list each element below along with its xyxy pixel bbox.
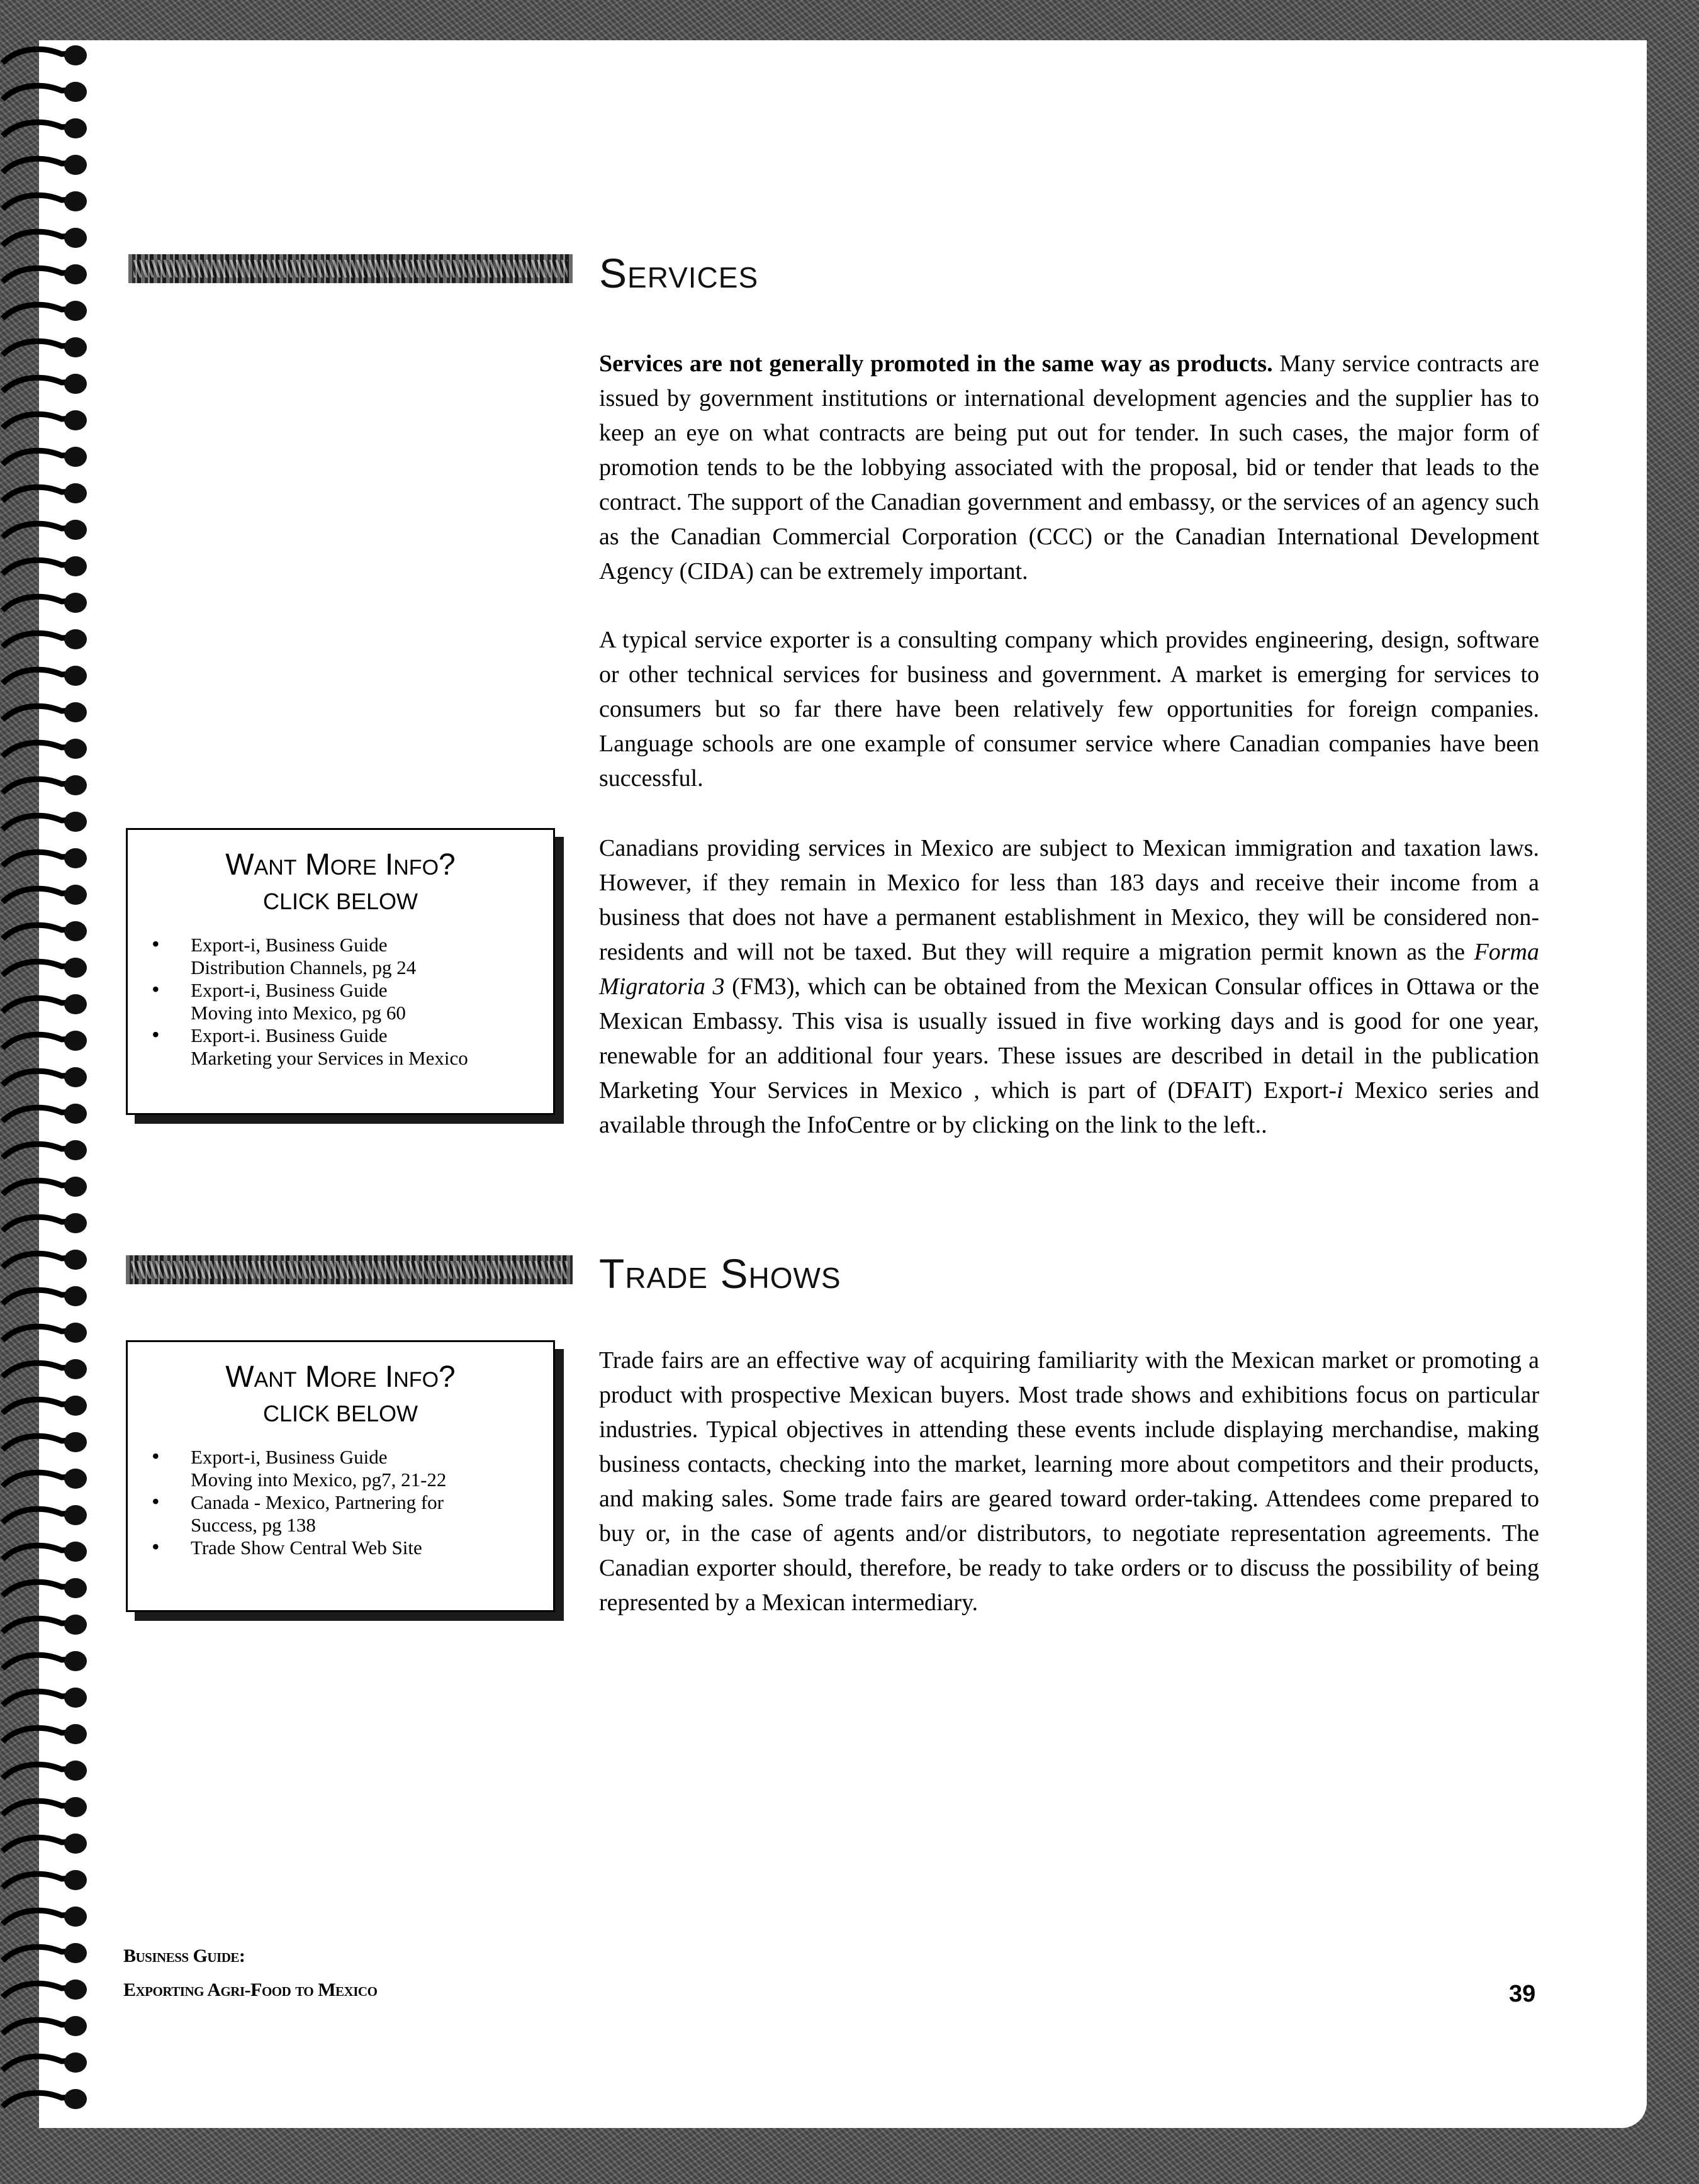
spiral-hole <box>64 1250 87 1270</box>
spiral-hole <box>64 2089 87 2109</box>
spiral-hole <box>64 921 87 941</box>
spiral-hole <box>64 848 87 868</box>
spiral-hole <box>64 1323 87 1343</box>
spiral-hole <box>64 1359 87 1379</box>
services-lead-sentence: Services are not generally promoted in the same way as products. <box>599 350 1273 377</box>
spiral-hole <box>64 1943 87 1963</box>
link-line-2: Success, pg 138 <box>191 1514 316 1536</box>
services-paragraph-1-text: Many service contracts are issued by government institutions or international development agencies and the supplier has to keep an eye on what contracts are being put out for tender. In such cases, the major form of promotion tends to be the lobbying associated with the proposal, bid or tender that leads to the contract. The support of the Canadian government and embassy, or the services of an agency such as the Canadian Commercial Corporation (CCC) or the Canadian International Development Agency (CIDA) can be extremely important. <box>599 350 1539 585</box>
spiral-hole <box>64 264 87 284</box>
link-line-1: Export-i, Business Guide <box>191 1446 388 1468</box>
spiral-hole <box>64 374 87 394</box>
export-i-suffix: i <box>1337 1077 1343 1104</box>
spiral-hole <box>64 593 87 613</box>
forma-migratoria-term: Forma Migratoria 3 <box>599 939 1539 1000</box>
more-info-link[interactable] <box>191 979 541 1024</box>
spiral-hole <box>64 447 87 467</box>
more-info-link[interactable] <box>191 1446 541 1491</box>
spiral-hole <box>64 82 87 102</box>
spiral-hole <box>64 1286 87 1306</box>
link-line-2: Moving into Mexico, pg7, 21-22 <box>191 1469 447 1491</box>
more-info-box-trade-shows <box>126 1340 555 1612</box>
spiral-hole <box>64 1396 87 1416</box>
spiral-hole <box>64 1870 87 1890</box>
services-paragraph-3 <box>599 831 1539 1143</box>
spiral-hole <box>64 155 87 175</box>
link-line-1: Export-i, Business Guide <box>191 979 388 1001</box>
spiral-hole <box>64 118 87 138</box>
services-heading: Services <box>599 250 759 296</box>
spiral-hole <box>64 1980 87 2000</box>
spiral-hole <box>64 2052 87 2073</box>
spiral-hole <box>64 1615 87 1635</box>
spiral-hole <box>64 1724 87 1744</box>
spiral-hole <box>64 994 87 1014</box>
spiral-hole <box>64 666 87 686</box>
link-line-2: Marketing your Services in Mexico <box>191 1047 468 1069</box>
spiral-binding <box>0 38 101 2133</box>
trade-shows-heading: Trade Shows <box>599 1250 841 1297</box>
more-info-title: Want More Info? <box>225 848 456 882</box>
services-paragraph-2: A typical service exporter is a consulting company which provides engineering, design, software or other technical services for business and government. A market is emerging for services to consumers but so far there have been relatively few opportunities for foreign companies. Language schools are one example of consumer service where Canadian companies have been successful. <box>599 627 1539 792</box>
spiral-hole <box>64 1432 87 1452</box>
spiral-hole <box>64 1688 87 1708</box>
spiral-hole <box>64 1651 87 1671</box>
spiral-hole <box>64 1067 87 1087</box>
spiral-hole <box>64 301 87 321</box>
services-paragraph-1 <box>599 347 1539 589</box>
spiral-hole <box>64 1797 87 1817</box>
more-info-link-list <box>128 1446 553 1572</box>
link-line-1: Export-i, Business Guide <box>191 934 388 956</box>
more-info-link-list <box>128 934 553 1082</box>
spiral-hole <box>64 410 87 430</box>
spiral-hole <box>64 702 87 722</box>
trade-shows-paragraph: Trade fairs are an effective way of acquiring familiarity with the Mexican market or promoting a product with prospective Mexican buyers. Most trade shows and exhibitions focus on particular industries. Typical objectives in attending these events include displaying merchandise, making business contacts, checking into the market, learning more about competitors and their products, and making sales. Some trade fairs are geared toward order-taking. Attendees come prepared to buy or, in the case of agents and/or distributors, to negotiate representation agreements. The Canadian exporter should, therefore, be ready to take orders or to discuss the possibility of being represented by a Mexican intermediary. <box>599 1347 1539 1616</box>
spiral-hole <box>64 1907 87 1927</box>
spiral-hole <box>64 812 87 832</box>
more-info-box-services <box>126 828 555 1115</box>
click-below-label: CLICK BELOW <box>262 888 418 914</box>
spiral-hole <box>64 958 87 978</box>
spiral-hole <box>64 483 87 503</box>
spiral-hole <box>64 1505 87 1525</box>
spiral-hole <box>64 629 87 649</box>
link-line-1: Trade Show Central Web Site <box>191 1537 422 1559</box>
more-info-title: Want More Info? <box>225 1360 456 1394</box>
spiral-hole <box>64 1469 87 1489</box>
more-info-link[interactable] <box>191 1537 541 1559</box>
spiral-hole <box>64 337 87 357</box>
spiral-hole <box>64 1578 87 1598</box>
footer-guide-title: Business Guide: <box>123 1946 245 1966</box>
link-line-1: Canada - Mexico, Partnering for <box>191 1491 444 1513</box>
more-info-link[interactable] <box>191 934 541 979</box>
spiral-hole <box>64 1542 87 1562</box>
link-line-1: Export-i. Business Guide <box>191 1024 388 1046</box>
spiral-hole <box>64 775 87 795</box>
spiral-hole <box>64 1104 87 1124</box>
spiral-hole <box>64 191 87 211</box>
more-info-link[interactable] <box>191 1024 541 1070</box>
services-paragraph-3-text-after: (FM3), which can be obtained from the Mexican Consular offices in Ottawa or the Mexican Embassy. This visa is usually issued in five working days and is good for one year, renewable for an additional four years. These issues are described in detail in the publication Marketing Your Services in Mexico , which is part of (DFAIT) Export- <box>599 973 1540 1104</box>
spiral-hole <box>64 228 87 248</box>
spiral-hole <box>64 1213 87 1233</box>
services-paragraph-3-text-before: Canadians providing services in Mexico are subject to Mexican immigration and taxation laws. However, if they remain in Mexico for less than 183 days and receive their income from a business that does not have a permanent establishment in Mexico, they will be considered non-residents and will not be taxed. But they will require a migration permit known as the <box>599 835 1539 965</box>
spiral-hole <box>64 2016 87 2036</box>
spiral-hole <box>64 1761 87 1781</box>
page-number: 39 <box>1509 1981 1536 2007</box>
more-info-link[interactable] <box>191 1491 541 1537</box>
spiral-hole <box>64 739 87 759</box>
section-divider-bar <box>126 1255 573 1284</box>
click-below-label: CLICK BELOW <box>262 1401 418 1426</box>
spiral-hole <box>64 885 87 905</box>
footer-guide-subtitle: Exporting Agri-Food to Mexico <box>123 1980 378 2000</box>
spiral-hole <box>64 45 87 65</box>
link-line-2: Distribution Channels, pg 24 <box>191 956 417 978</box>
spiral-hole <box>64 1031 87 1051</box>
section-divider-bar <box>128 254 573 283</box>
spiral-hole <box>64 520 87 540</box>
spiral-hole <box>64 1834 87 1854</box>
link-line-2: Moving into Mexico, pg 60 <box>191 1002 406 1024</box>
spiral-hole <box>64 556 87 576</box>
services-paragraph-3-text-end: Mexico series and available through the InfoCentre or by clicking on the link to the left.. <box>599 1077 1540 1138</box>
spiral-hole <box>64 1140 87 1160</box>
spiral-hole <box>64 1177 87 1197</box>
